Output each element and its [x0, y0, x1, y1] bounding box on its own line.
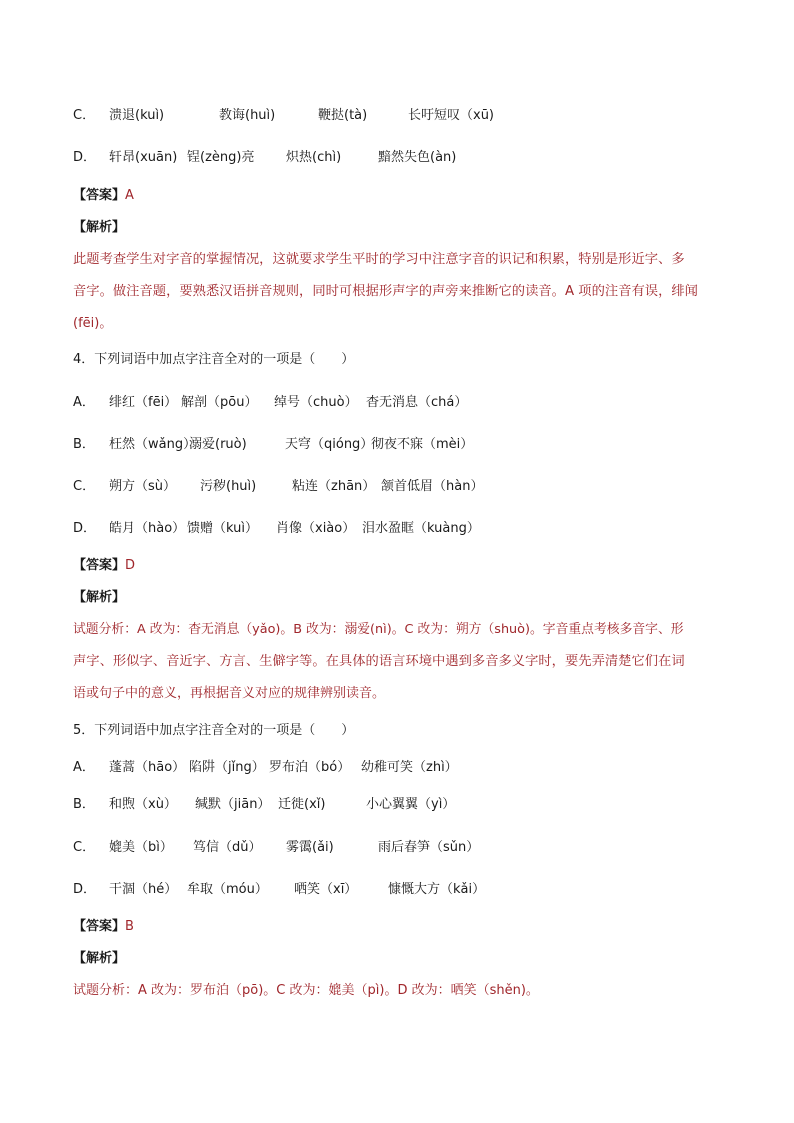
option-item: 绰号（chuò） — [274, 395, 358, 410]
option-item: 溃退(kuì) — [109, 108, 165, 123]
option-item: 彻夜不寐（mèi） — [371, 437, 474, 452]
answer-value: D — [125, 558, 136, 573]
q4-option-b — [73, 435, 473, 455]
q5-option-c — [73, 838, 479, 858]
option-item: 雨后春笋（sǔn） — [378, 840, 480, 855]
q3-analysis-label — [73, 218, 125, 238]
option-letter: A． — [73, 760, 95, 775]
answer-label: 【答案】 — [73, 919, 126, 934]
option-letter: D． — [73, 521, 97, 536]
option-item: 皓月（hào） — [109, 521, 186, 536]
q3-option-c — [73, 106, 494, 126]
q5-analysis-line: 试题分析：A 改为：罗布泊（pō)。C 改为：媲美（pì)。D 改为：哂笑（shěn)。 — [73, 983, 539, 998]
option-item: 鞭挞(tà) — [318, 108, 368, 123]
option-item: 馈赠（kuì） — [187, 521, 258, 536]
option-item: 媲美（bì） — [109, 840, 173, 855]
option-item: 天穹（qióng） — [285, 437, 374, 452]
option-item: 溺爱(ruò) — [189, 437, 247, 452]
analysis-label: 【解析】 — [73, 220, 126, 235]
q3-analysis-line: 此题考查学生对字音的掌握情况，这就要求学生平时的学习中注意字音的识记和积累，特别是形近字、多 — [73, 252, 685, 267]
analysis-label: 【解析】 — [73, 590, 126, 605]
option-item: 枉然（wǎng） — [109, 437, 197, 452]
q5-stem: 5．下列词语中加点字注音全对的一项是（ ） — [73, 723, 355, 738]
q4-option-c — [73, 477, 483, 497]
option-item: 轩昂(xuān) — [109, 150, 178, 165]
option-item: 绯红（fēi） — [109, 395, 178, 410]
option-item: 污秽(huì) — [200, 479, 257, 494]
q4-analysis-line: 试题分析：A 改为：杳无消息（yǎo)。B 改为：溺爱(nì)。C 改为：朔方（shuò)。字音重点考核多音字、形 — [73, 622, 684, 637]
q3-analysis-line: (fēi)。 — [73, 316, 113, 331]
option-item: 罗布泊（bó） — [269, 760, 351, 775]
option-item: 迁徙(xǐ) — [278, 797, 326, 812]
option-item: 粘连（zhān） — [292, 479, 376, 494]
option-item: 泪水盈眶（kuàng） — [362, 521, 480, 536]
option-item: 解剖（pōu） — [181, 395, 258, 410]
answer-label: 【答案】 — [73, 558, 126, 573]
q3-analysis-line: 音字。做注音题，要熟悉汉语拼音规则，同时可根据形声字的声旁来推断它的读音。A 项的注音有误，绯闻 — [73, 284, 698, 299]
q4-answer — [73, 556, 135, 576]
option-item: 慷慨大方（kǎi） — [388, 882, 486, 897]
q4-analysis-line: 声字、形似字、音近字、方言、生僻字等。在具体的语言环境中遇到多音多义字时，要先弄清楚它们在词 — [73, 654, 685, 669]
option-item: 长吁短叹（xū) — [408, 108, 495, 123]
option-letter: C． — [73, 840, 96, 855]
option-letter: C． — [73, 479, 96, 494]
answer-value: B — [125, 919, 134, 934]
option-item: 肖像（xiào） — [276, 521, 356, 536]
option-item: 教诲(huì) — [219, 108, 276, 123]
q4-stem: 4．下列词语中加点字注音全对的一项是（ ） — [73, 352, 355, 367]
q4-analysis-line: 语或句子中的意义，再根据音义对应的规律辨别读音。 — [73, 686, 386, 701]
option-item: 笃信（dǔ） — [193, 840, 262, 855]
option-item: 陷阱（jǐng） — [189, 760, 265, 775]
q5-analysis-label — [73, 949, 125, 969]
option-item: 锃(zèng)亮 — [187, 150, 255, 165]
option-letter: D． — [73, 150, 97, 165]
q3-option-d — [73, 148, 456, 168]
option-item: 和煦（xù） — [109, 797, 177, 812]
q4-option-d — [73, 519, 480, 539]
option-item: 杳无消息（chá） — [366, 395, 468, 410]
q5-option-b — [73, 795, 455, 815]
option-letter: B． — [73, 797, 95, 812]
option-item: 幼稚可笑（zhì） — [361, 760, 458, 775]
option-item: 哂笑（xī） — [294, 882, 358, 897]
option-item: 牟取（móu） — [187, 882, 268, 897]
option-item: 干涸（hé） — [109, 882, 178, 897]
q4-analysis-label — [73, 588, 125, 608]
option-letter: A． — [73, 395, 95, 410]
option-letter: C． — [73, 108, 96, 123]
option-item: 黯然失色(àn) — [378, 150, 457, 165]
answer-value: A — [125, 188, 134, 203]
option-item: 缄默（jiān） — [195, 797, 271, 812]
option-item: 小心翼翼（yì） — [366, 797, 456, 812]
option-letter: B． — [73, 437, 95, 452]
option-item: 朔方（sù） — [109, 479, 177, 494]
q5-option-d — [73, 880, 485, 900]
option-letter: D． — [73, 882, 97, 897]
option-item: 炽热(chì) — [286, 150, 342, 165]
q5-option-a — [73, 758, 458, 778]
option-item: 颔首低眉（hàn） — [381, 479, 484, 494]
analysis-label: 【解析】 — [73, 951, 126, 966]
answer-label: 【答案】 — [73, 188, 126, 203]
option-item: 雾霭(ǎi) — [286, 840, 334, 855]
q3-answer — [73, 186, 134, 206]
option-item: 蓬蒿（hāo） — [109, 760, 186, 775]
q5-answer — [73, 917, 134, 937]
q4-option-a — [73, 393, 467, 413]
